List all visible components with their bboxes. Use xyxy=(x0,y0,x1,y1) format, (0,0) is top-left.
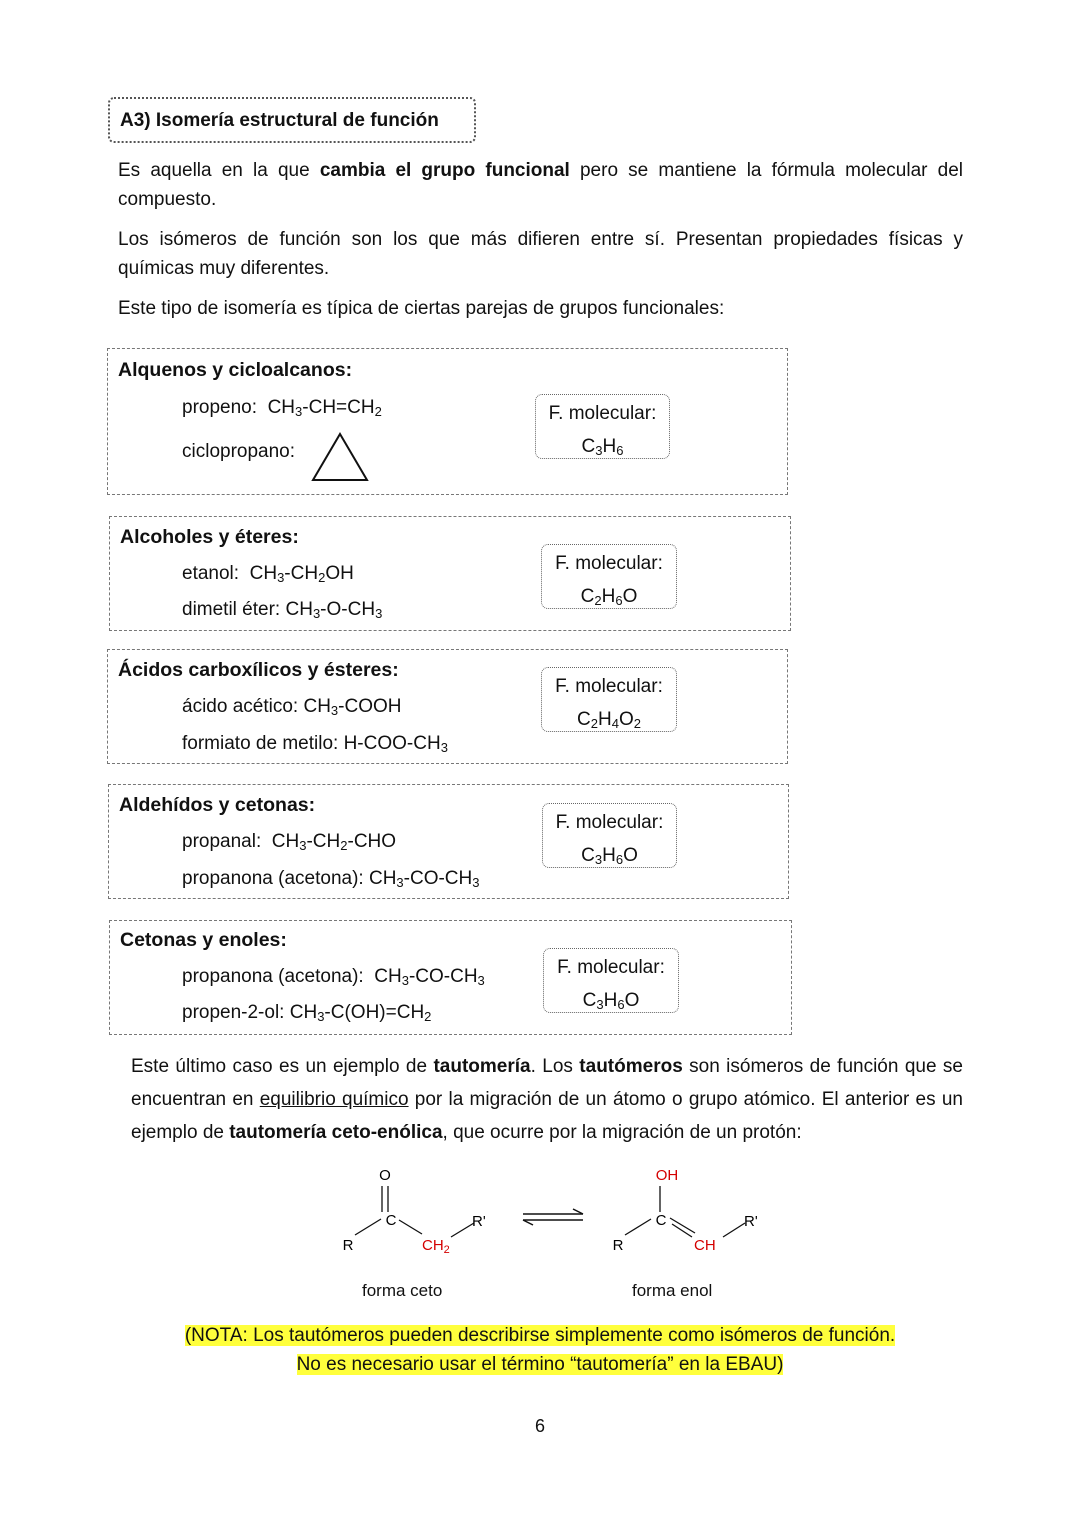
formula-line: formiato de metilo: $H-COO-CH_3$ xyxy=(182,733,448,755)
group-alcoholes-eteres xyxy=(109,516,791,631)
group-acidos-esteres xyxy=(107,649,788,764)
note-line-1: (NOTA: Los tautómeros pueden describirse simplemente como isómeros de función. xyxy=(184,1325,896,1346)
group-title: Aldehídos y cetonas: xyxy=(119,794,316,816)
formula-line: etanol: $CH_3-CH_2OH$ xyxy=(182,563,354,585)
svg-text:C: C xyxy=(655,1212,667,1229)
formula-line: propanona (acetona): $CH_3-CO-CH_3$ xyxy=(182,966,485,988)
svg-text:C: C xyxy=(385,1212,397,1229)
group-alquenos-cicloalcanos xyxy=(107,348,788,495)
molecular-formula-box: F. molecular: $C_2H_4O_2$ xyxy=(541,667,677,732)
molecular-formula-box: F. molecular: $C_3H_6O$ xyxy=(542,803,677,868)
svg-text:O: O xyxy=(379,1167,391,1184)
group-aldehidos-cetonas xyxy=(108,784,789,899)
intro-paragraph-3: Este tipo de isomería es típica de ciertas parejas de grupos funcionales: xyxy=(118,298,725,319)
cyclopropane-triangle-icon xyxy=(309,431,371,483)
svg-text:CH: CH xyxy=(694,1237,716,1254)
enol-caption: forma enol xyxy=(632,1281,713,1300)
formula-line: propeno: $CH_3-CH=CH_2$ xyxy=(182,397,382,419)
formula-line: propanona (acetona): $CH_3-CO-CH_3$ xyxy=(182,868,480,890)
group-cetonas-enoles xyxy=(109,920,792,1035)
tautomeria-paragraph: Este último caso es un ejemplo de tautomería. Los tautómeros son isómeros de función que se encuentran en equilibrio químico por la migración de un átomo o grupo atómico. El anterior es un ejemplo de tautomería ceto-enólica, que ocurre por la migración de un protón: xyxy=(131,1056,964,1143)
group-title: Alquenos y cicloalcanos: xyxy=(118,359,353,381)
svg-text:R: R xyxy=(612,1237,624,1254)
svg-text:R': R' xyxy=(472,1213,486,1230)
formula-line: propanal: $CH_3-CH_2$-CHO xyxy=(182,831,397,853)
keto-enol-reaction-diagram xyxy=(320,1160,800,1260)
molecular-formula-box: F. molecular: $C_2H_6O$ xyxy=(541,544,677,609)
enol-structure xyxy=(613,1167,758,1254)
group-title: Alcoholes y éteres: xyxy=(120,526,299,548)
intro-paragraph-2: Los isómeros de función son los que más difieren entre sí. Presentan propiedades físicas y químicas muy diferentes. xyxy=(118,229,963,279)
equilibrio-link-text: equilibrio químico xyxy=(259,1089,409,1110)
keto-structure xyxy=(343,1167,486,1256)
section-title: A3) Isomería estructural de función xyxy=(120,110,439,131)
group-title: Cetonas y enoles: xyxy=(120,929,287,951)
svg-text:R': R' xyxy=(744,1213,758,1230)
svg-text:OH: OH xyxy=(655,1167,679,1184)
page-number: 6 xyxy=(534,1416,545,1436)
keto-caption: forma ceto xyxy=(362,1281,443,1300)
formula-line: propen-2-ol: $CH_3-C(OH)=CH_2$ xyxy=(182,1002,432,1024)
molecular-formula-box: F. molecular: $C_3H_6$ xyxy=(535,394,670,459)
formula-line: ciclopropano: xyxy=(182,441,296,462)
formula-line: ácido acético: $CH_3$-COOH xyxy=(182,696,402,718)
intro-paragraph-1: Es aquella en la que cambia el grupo funcional pero se mantiene la fórmula molecular del compuesto. xyxy=(118,160,963,210)
equilibrium-arrows-icon xyxy=(523,1209,583,1225)
note-line-2: No es necesario usar el término “tautomería” en la EBAU) xyxy=(296,1354,784,1375)
ch2-label: $CH_2$ xyxy=(422,1237,450,1256)
molecular-formula-box: F. molecular: $C_3H_6O$ xyxy=(543,948,679,1013)
group-title: Ácidos carboxílicos y ésteres: xyxy=(118,659,399,681)
formula-line: dimetil éter: $CH_3-O-CH_3$ xyxy=(182,599,383,621)
svg-text:R: R xyxy=(342,1237,354,1254)
section-title-box xyxy=(108,97,476,143)
